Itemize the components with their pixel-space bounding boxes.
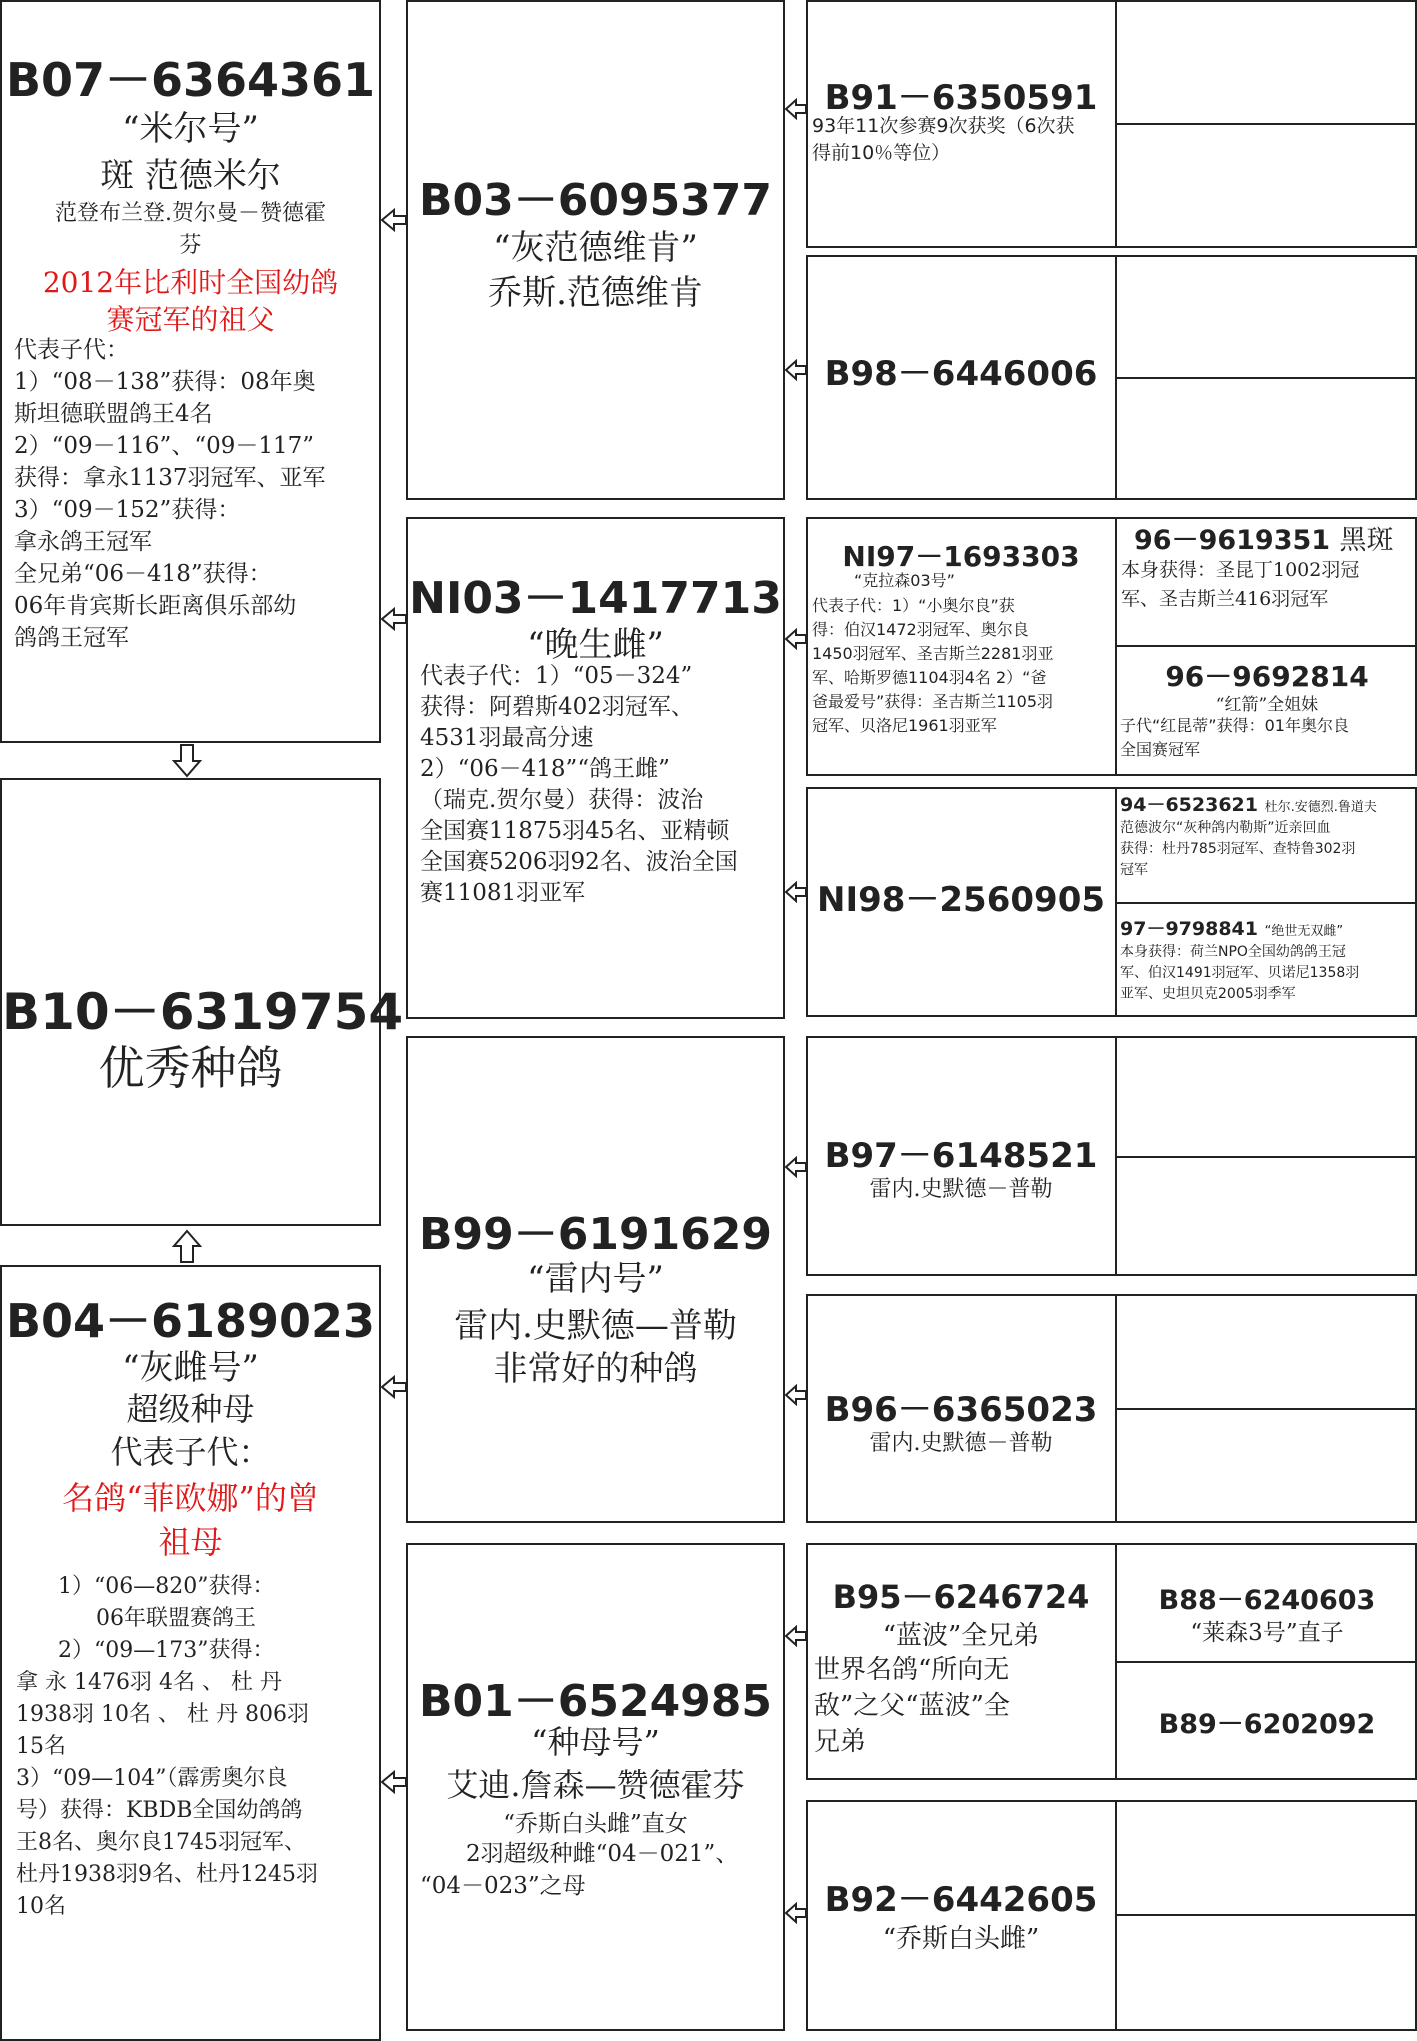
arrow-up-icon — [172, 1228, 202, 1264]
ggp2-code: B98－6446006 — [824, 354, 1098, 394]
dam-offspring-line: 10名 — [16, 1894, 66, 1919]
arrow-left-icon — [784, 881, 808, 903]
gp-sd-offspring-line: （瑞克.贺尔曼）获得：波治 — [420, 787, 704, 813]
g5-3a-code-line — [1134, 522, 1394, 560]
g5-4b-notes — [1120, 942, 1359, 1005]
gp-ds-code: B99－6191629 — [418, 1209, 773, 1260]
subject-name: 优秀种鸽 — [98, 1041, 283, 1095]
arrow-left-icon — [784, 98, 808, 120]
g5-3b-note-line: 子代“红昆蒂”获得：01年奥尔良 — [1120, 716, 1349, 735]
g5-3b-nickname: “红箭”全姐妹 — [1215, 695, 1319, 715]
dam-highlight-line2: 祖母 — [158, 1523, 223, 1561]
g5-4a-tag: 杜尔.安德烈.鲁道夫 — [1264, 800, 1377, 815]
gp-ss-breeder: 乔斯.范德维肯 — [488, 273, 703, 313]
g5-3a-color: 黑斑 — [1339, 525, 1394, 556]
gp-dd-nickname: “种母号” — [531, 1723, 660, 1761]
gp-dd-code: B01－6524985 — [418, 1676, 773, 1727]
dam-offspring-line: 2）“09—173”获得： — [58, 1638, 275, 1663]
ggp7-note-line1: “蓝波”全兄弟 — [882, 1621, 1040, 1651]
arrow-left-icon — [784, 1902, 808, 1924]
dam-offspring-line: 3）“09—104”（霹雳奥尔良 — [16, 1766, 288, 1791]
g5-3a-note-line: 本身获得：圣昆丁1002羽冠 — [1121, 559, 1360, 581]
dam-box — [0, 1265, 381, 2041]
sire-offspring-line: 2）“09－116”、“09－117” — [14, 433, 314, 459]
ggp4-code: NI98－2560905 — [816, 880, 1106, 920]
ggp3-note-line: 冠军、贝洛尼1961羽亚军 — [812, 716, 997, 735]
ggp5-code: B97－6148521 — [824, 1136, 1098, 1176]
ggp3-note-line: 代表子代：1）“小奥尔良”获 — [812, 596, 1015, 615]
g5-4a-note-line: 冠军 — [1120, 862, 1148, 878]
arrow-left-icon — [784, 1625, 808, 1647]
gp-sd-offspring-line: 代表子代：1）“05－324” — [420, 663, 693, 689]
ggp6-code: B96－6365023 — [824, 1390, 1098, 1430]
g5-3a-notes — [1121, 556, 1359, 614]
ggp3-notes — [812, 594, 1053, 738]
ggp8-code: B92－6442605 — [824, 1880, 1098, 1920]
g5-4a-notes — [1120, 818, 1355, 881]
ggp7-notes — [814, 1652, 1010, 1760]
arrow-left-icon — [380, 1375, 408, 1399]
gp-ds-nickname: “雷内号” — [527, 1259, 664, 1299]
arrow-left-icon — [784, 1156, 808, 1178]
sire-offspring-line: 全兄弟“06－418”获得： — [14, 561, 272, 587]
dam-sub: 代表子代： — [110, 1433, 271, 1471]
arrow-down-icon — [172, 743, 202, 779]
gp-dd-breeder: 艾迪.詹森—赞德霍芬 — [446, 1766, 745, 1804]
ggp7-note-line: 敌”之父“蓝波”全 — [814, 1691, 1010, 1721]
gp-ss-box — [406, 0, 785, 500]
gp-ss-nickname: “灰范德维肯” — [493, 228, 698, 268]
sire-breeder-line2: 芬 — [179, 233, 202, 258]
arrow-left-icon — [380, 1770, 408, 1794]
sire-offspring-line: 06年肯宾斯长距离俱乐部幼 — [14, 593, 297, 619]
gp-ds-box — [406, 1036, 785, 1523]
g5-4b-code-line — [1120, 916, 1343, 943]
gp-sd-offspring-line: 全国赛11875羽45名、亚精顿 — [420, 818, 730, 844]
ggp1-notes — [812, 113, 1075, 167]
g5-3b-notes — [1120, 714, 1349, 762]
g5-4a-note-line: 范德波尔“灰种鸽内勒斯”近亲回血 — [1120, 820, 1331, 836]
subject-box — [0, 778, 404, 1226]
dam-offspring-line: 拿 永 1476羽 4名 、 杜 丹 — [16, 1670, 282, 1695]
gp-sd-offspring — [420, 661, 738, 909]
gp-dd-note3: “04－023”之母 — [420, 1873, 586, 1899]
g5-4b-note-line: 亚军、史坦贝克2005羽季军 — [1120, 986, 1296, 1002]
ggp7-note-line: 兄弟 — [814, 1727, 867, 1757]
g5-4b-code: 97－9798841 — [1120, 918, 1258, 940]
dam-nickname: “灰雌号” — [122, 1348, 259, 1388]
ggp3-nickname: “克拉森03号” — [854, 571, 955, 590]
sire-breeder-line1: 范登布兰登.贺尔曼－赞德霍 — [55, 201, 326, 226]
dam-highlight-line1: 名鸽“菲欧娜”的曾 — [62, 1479, 319, 1517]
sire-offspring-line: 获得：拿永1137羽冠军、亚军 — [14, 465, 326, 491]
gp-sd-offspring-line: 2）“06－418”“鸽王雌” — [420, 756, 670, 782]
gp-sd-box — [406, 517, 785, 1019]
sire-highlight-line1: 2012年比利时全国幼鸽 — [42, 266, 339, 299]
ggp7-note-line: 世界名鸽“所向无 — [814, 1655, 1010, 1685]
dam-offspring-line: 杜丹1938羽9名、杜丹1245羽 — [16, 1862, 318, 1887]
arrow-left-icon — [784, 359, 808, 381]
g5-4b-note-line: 本身获得：荷兰NPO全国幼鸽鸽王冠 — [1120, 944, 1346, 960]
gp-sd-code: NI03－1417713 — [409, 573, 782, 624]
ggp1-note-line: 93年11次参赛9次获奖（6次获 — [812, 115, 1075, 137]
arrow-left-icon — [380, 607, 408, 631]
ggp1-code: B91－6350591 — [824, 78, 1098, 118]
sire-offspring — [14, 334, 326, 654]
ggp7-code: B95－6246724 — [832, 1578, 1090, 1616]
dam-code: B04－6189023 — [5, 1294, 376, 1348]
g5-4b-note-line: 军、伯汉1491羽冠军、贝诺尼1358羽 — [1120, 965, 1360, 981]
gp-sd-offspring-line: 赛11081羽亚军 — [420, 880, 586, 906]
sire-offspring-line: 代表子代： — [14, 337, 129, 363]
gp-dd-box — [406, 1543, 785, 2031]
arrow-left-icon — [784, 1384, 808, 1406]
g5-4a-code: 94－6523621 — [1120, 794, 1258, 816]
dam-offspring — [16, 1571, 318, 1923]
gp-ds-breeder: 雷内.史默德—普勒 — [454, 1306, 737, 1346]
gp-sd-offspring-line: 全国赛5206羽92名、波治全国 — [420, 849, 738, 875]
gp-sd-offspring-line: 4531羽最高分速 — [420, 725, 594, 751]
ggp8-nickname: “乔斯白头雌” — [882, 1924, 1040, 1954]
sire-box — [0, 0, 381, 743]
dam-offspring-line: 号）获得：KBDB全国幼鸽鸽 — [16, 1798, 303, 1823]
gp-ds-note: 非常好的种鸽 — [493, 1349, 698, 1389]
ggp1-note-line: 得前10％等位） — [812, 142, 951, 164]
sire-offspring-line: 斯坦德联盟鸽王4名 — [14, 401, 213, 427]
gp-ss-code: B03－6095377 — [418, 175, 773, 226]
g5-7a-nickname: “莱森3号”直子 — [1190, 1620, 1344, 1646]
ggp3-note-line: 爸最爱号”获得：圣吉斯兰1105羽 — [812, 692, 1054, 711]
g5-4b-tag: “绝世无双雌” — [1264, 924, 1344, 939]
sire-highlight-line2: 赛冠军的祖父 — [106, 303, 275, 336]
g5-3a-note-line: 军、圣吉斯兰416羽冠军 — [1121, 588, 1329, 610]
dam-offspring-line: 15名 — [16, 1734, 66, 1759]
ggp3-note-line: 得：伯汉1472羽冠军、奥尔良 — [812, 620, 1029, 639]
sire-code: B07－6364361 — [5, 53, 376, 107]
dam-offspring-line: 1）“06—820”获得： — [58, 1574, 275, 1599]
dam-offspring-line: 1938羽 10名 、 杜 丹 806羽 — [16, 1702, 309, 1727]
gp-sd-nickname: “晚生雌” — [527, 625, 664, 665]
g5-3a-code: 96－9619351 — [1134, 525, 1331, 556]
ggp6-breeder: 雷内.史默德－普勒 — [869, 1431, 1053, 1456]
g5-4a-code-line — [1120, 792, 1377, 819]
gp-sd-offspring-line: 获得：阿碧斯402羽冠军、 — [420, 694, 694, 720]
g5-7a-code: B88－6240603 — [1158, 1585, 1376, 1616]
ggp3-note-line: 军、哈斯罗德1104羽4名 2）“爸 — [812, 668, 1047, 687]
ggp3-note-line: 1450羽冠军、圣吉斯兰2281羽亚 — [812, 644, 1054, 663]
sire-offspring-line: 1）“08－138”获得：08年奥 — [14, 369, 316, 395]
ggp5-breeder: 雷内.史默德－普勒 — [869, 1177, 1053, 1202]
dam-title: 超级种母 — [126, 1390, 255, 1428]
sire-color-name: 斑 范德米尔 — [100, 156, 281, 196]
arrow-left-icon — [784, 628, 808, 650]
g5-7b-code: B89－6202092 — [1158, 1709, 1376, 1740]
ggp3-code: NI97－1693303 — [842, 540, 1080, 573]
subject-code: B10－6319754 — [2, 983, 404, 1041]
gp-dd-note2: 2羽超级种雌“04－021”、 — [466, 1841, 739, 1867]
g5-4a-note-line: 获得：杜丹785羽冠军、查特鲁302羽 — [1120, 841, 1356, 857]
g5-3b-note-line: 全国赛冠军 — [1120, 740, 1201, 759]
dam-offspring-line: 王8名、奥尔良1745羽冠军、 — [16, 1830, 306, 1855]
g5-3b-code: 96－9692814 — [1165, 660, 1369, 693]
arrow-left-icon — [380, 208, 408, 232]
gp-dd-note1: “乔斯白头雌”直女 — [503, 1811, 688, 1837]
sire-offspring-line: 拿永鸽王冠军 — [14, 529, 152, 555]
sire-offspring-line: 3）“09－152”获得： — [14, 497, 241, 523]
dam-offspring-line: 06年联盟赛鸽王 — [96, 1606, 256, 1631]
sire-nickname: “米尔号” — [122, 109, 259, 149]
sire-offspring-line: 鸽鸽王冠军 — [14, 625, 129, 651]
